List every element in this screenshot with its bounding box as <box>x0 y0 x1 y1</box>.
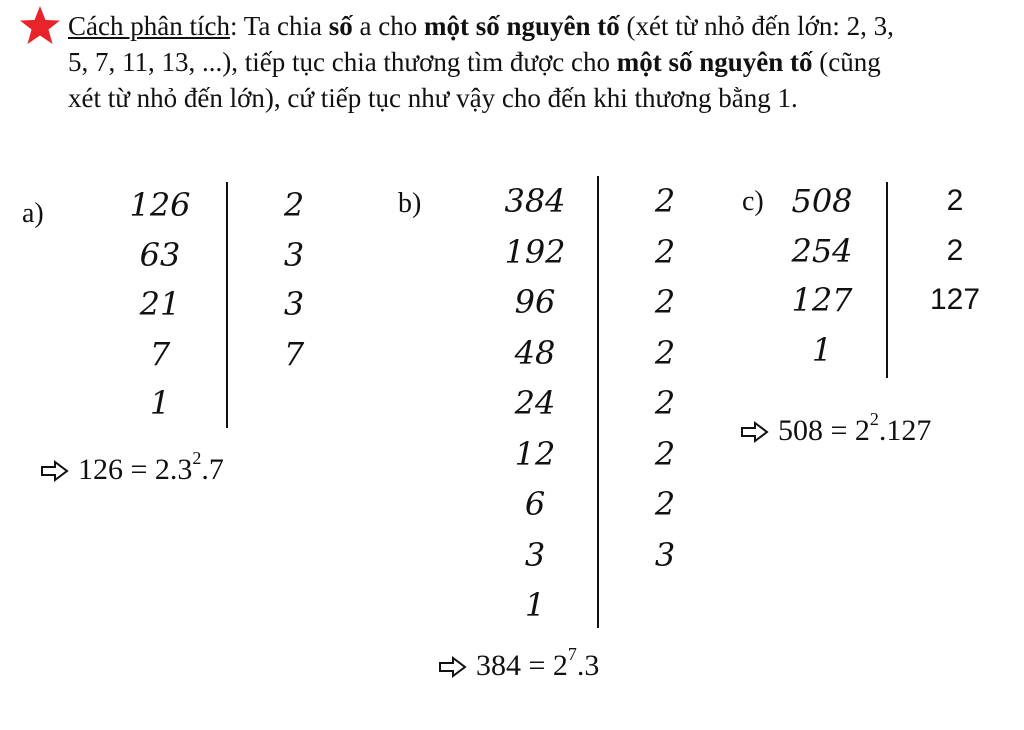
part-a-divider <box>226 182 228 428</box>
part-b-quotient: 48 <box>514 333 556 372</box>
part-a-quotient: 7 <box>149 334 171 373</box>
part-c-result-rhs: .127 <box>878 414 932 447</box>
part-c-divisor: 127 <box>929 283 981 316</box>
part-c-result <box>740 409 932 448</box>
part-a-quotient: 21 <box>139 285 181 323</box>
arrow-right-icon <box>740 421 770 443</box>
part-b-result <box>438 644 600 683</box>
intro-text-4: (cũng xét từ nhỏ đến lớn), cứ tiếp tục như vậy cho đến khi thương bằng 1. <box>68 47 881 113</box>
arrow-right-icon <box>40 460 70 482</box>
part-b-divisor: 2 <box>654 333 676 372</box>
part-a-divisor: 2 <box>283 186 305 224</box>
part-c-divider <box>886 182 888 378</box>
part-c-result-lhs: 508 = 2 <box>778 414 870 447</box>
part-c-divisor: 2 <box>946 233 964 267</box>
part-c-divisor: 2 <box>946 184 964 217</box>
part-b-divider <box>597 176 599 628</box>
part-b-quotient: 96 <box>514 283 556 321</box>
method-heading: Cách phân tích <box>68 11 230 41</box>
part-b-divisor: 2 <box>654 283 676 321</box>
intro-text-3: (xét từ nhỏ đến lớn: 2, 3, 5, 7, 11, 13, ...), tiếp tục chia thương tìm được cho <box>68 11 894 77</box>
intro-bold-2: một số nguyên tố <box>424 11 620 41</box>
part-b-result-exp: 7 <box>567 644 577 664</box>
part-a-divisor: 7 <box>283 334 305 373</box>
part-b-quotient: 24 <box>514 384 556 422</box>
part-b-divisor: 2 <box>654 182 676 220</box>
part-b-quotient: 12 <box>514 434 556 473</box>
part-c-quotient: 127 <box>791 281 853 319</box>
part-b-quotient: 1 <box>524 586 546 624</box>
part-b-quotient: 192 <box>504 232 566 271</box>
star-icon <box>18 4 62 48</box>
part-b-result-lhs: 384 = 2 <box>476 649 568 682</box>
part-a-divisor: 3 <box>283 285 305 323</box>
part-b-divisor: 2 <box>654 384 676 422</box>
part-a-quotient: 126 <box>129 186 191 224</box>
part-a-result-rhs: .7 <box>201 453 224 486</box>
part-c-label: c) <box>742 186 764 217</box>
part-c-quotient: 254 <box>791 231 853 270</box>
intro-bold-1: số <box>328 11 353 41</box>
part-a-result-lhs: 126 = 2.3 <box>78 453 193 486</box>
intro-bold-3: một số nguyên tố <box>616 47 813 77</box>
part-b-label: b) <box>398 188 422 219</box>
part-c-quotient: 1 <box>811 330 833 369</box>
arrow-right-icon <box>438 656 468 678</box>
part-c-quotient: 508 <box>791 182 853 220</box>
part-b-divisor: 2 <box>654 232 676 271</box>
part-b-divisor: 2 <box>654 485 676 523</box>
part-a-result-exp: 2 <box>192 448 202 468</box>
part-a-label: a) <box>22 198 44 229</box>
part-b-divisor: 2 <box>654 434 676 473</box>
part-a-divisor: 3 <box>283 235 305 274</box>
part-b-quotient: 3 <box>524 535 546 574</box>
intro-paragraph <box>68 8 898 116</box>
part-a-quotient: 63 <box>139 235 181 274</box>
part-b-result-rhs: .3 <box>576 649 600 682</box>
part-a-quotient: 1 <box>149 384 171 422</box>
part-b-divisor: 3 <box>654 535 676 574</box>
intro-text-2: a cho <box>352 11 425 41</box>
part-c-result-exp: 2 <box>869 409 879 429</box>
part-b-quotient: 6 <box>524 485 546 523</box>
part-b-quotient: 384 <box>504 182 566 220</box>
intro-text-1: : Ta chia <box>229 11 329 41</box>
part-a-result <box>40 448 224 487</box>
